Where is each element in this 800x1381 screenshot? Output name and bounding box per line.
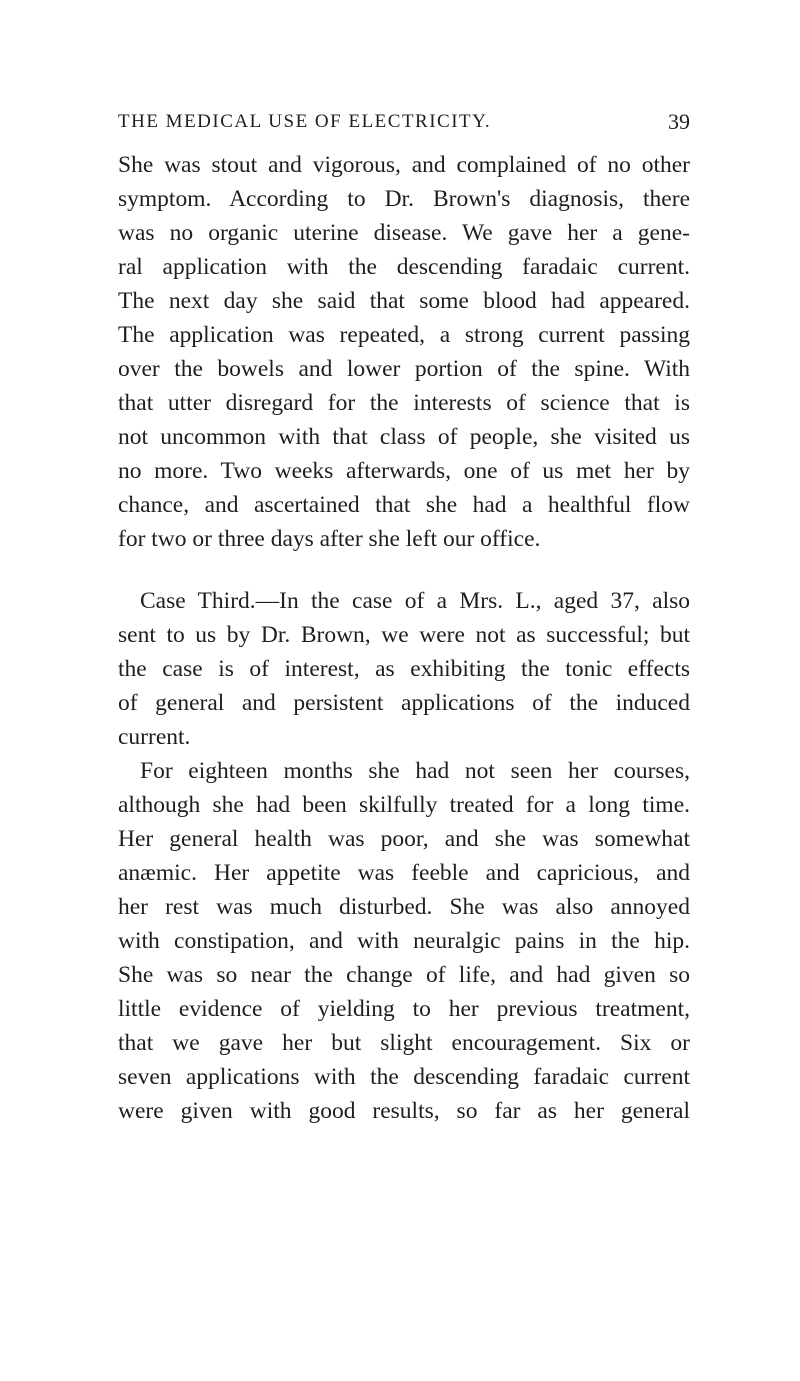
text-line: Her general health was poor, and she was somewhat	[118, 826, 690, 852]
text-line: ral application with the descending faradaic current.	[118, 254, 690, 280]
text-line: symptom. According to Dr. Brown's diagnosis, there	[118, 186, 690, 212]
text-line: of general and persistent applications of the induced	[118, 690, 690, 716]
text-line: was no organic uterine disease. We gave her a gene-	[118, 220, 690, 246]
text-line: She was stout and vigorous, and complained of no other	[118, 152, 690, 178]
text-line: no more. Two weeks afterwards, one of us met her by	[118, 458, 690, 484]
text-line: chance, and ascertained that she had a healthful flow	[118, 492, 690, 518]
text-line: For eighteen months she had not seen her courses,	[140, 758, 690, 784]
text-line: The next day she said that some blood had appeared.	[118, 288, 690, 314]
text-line: that utter disregard for the interests of science that is	[118, 390, 690, 416]
text-line: She was so near the change of life, and had given so	[118, 962, 690, 988]
text-line: over the bowels and lower portion of the spine. With	[118, 356, 690, 382]
page-number: 39	[668, 109, 690, 134]
text-line: although she had been skilfully treated for a long time.	[118, 792, 690, 818]
text-line: with constipation, and with neuralgic pains in the hip.	[118, 928, 690, 954]
text-line: Case Third.—In the case of a Mrs. L., aged 37, also	[140, 588, 690, 614]
text-line: not uncommon with that class of people, she visited us	[118, 424, 690, 450]
text-line: current.	[118, 724, 191, 750]
text-line: seven applications with the descending faradaic current	[118, 1064, 690, 1090]
text-line: were given with good results, so far as her general	[118, 1098, 690, 1124]
text-line: anæmic. Her appetite was feeble and capricious, and	[118, 860, 690, 886]
running-title: THE MEDICAL USE OF ELECTRICITY.	[118, 111, 492, 132]
text-line: her rest was much disturbed. She was also annoyed	[118, 894, 690, 920]
text-line: The application was repeated, a strong current passing	[118, 322, 690, 348]
text-line: sent to us by Dr. Brown, we were not as successful; but	[118, 622, 690, 648]
text-line: the case is of interest, as exhibiting the tonic effects	[118, 656, 690, 682]
text-line: for two or three days after she left our office.	[118, 526, 541, 552]
text-line: little evidence of yielding to her previous treatment,	[118, 996, 690, 1022]
text-line: that we gave her but slight encouragement. Six or	[118, 1030, 690, 1056]
running-head	[118, 108, 690, 136]
